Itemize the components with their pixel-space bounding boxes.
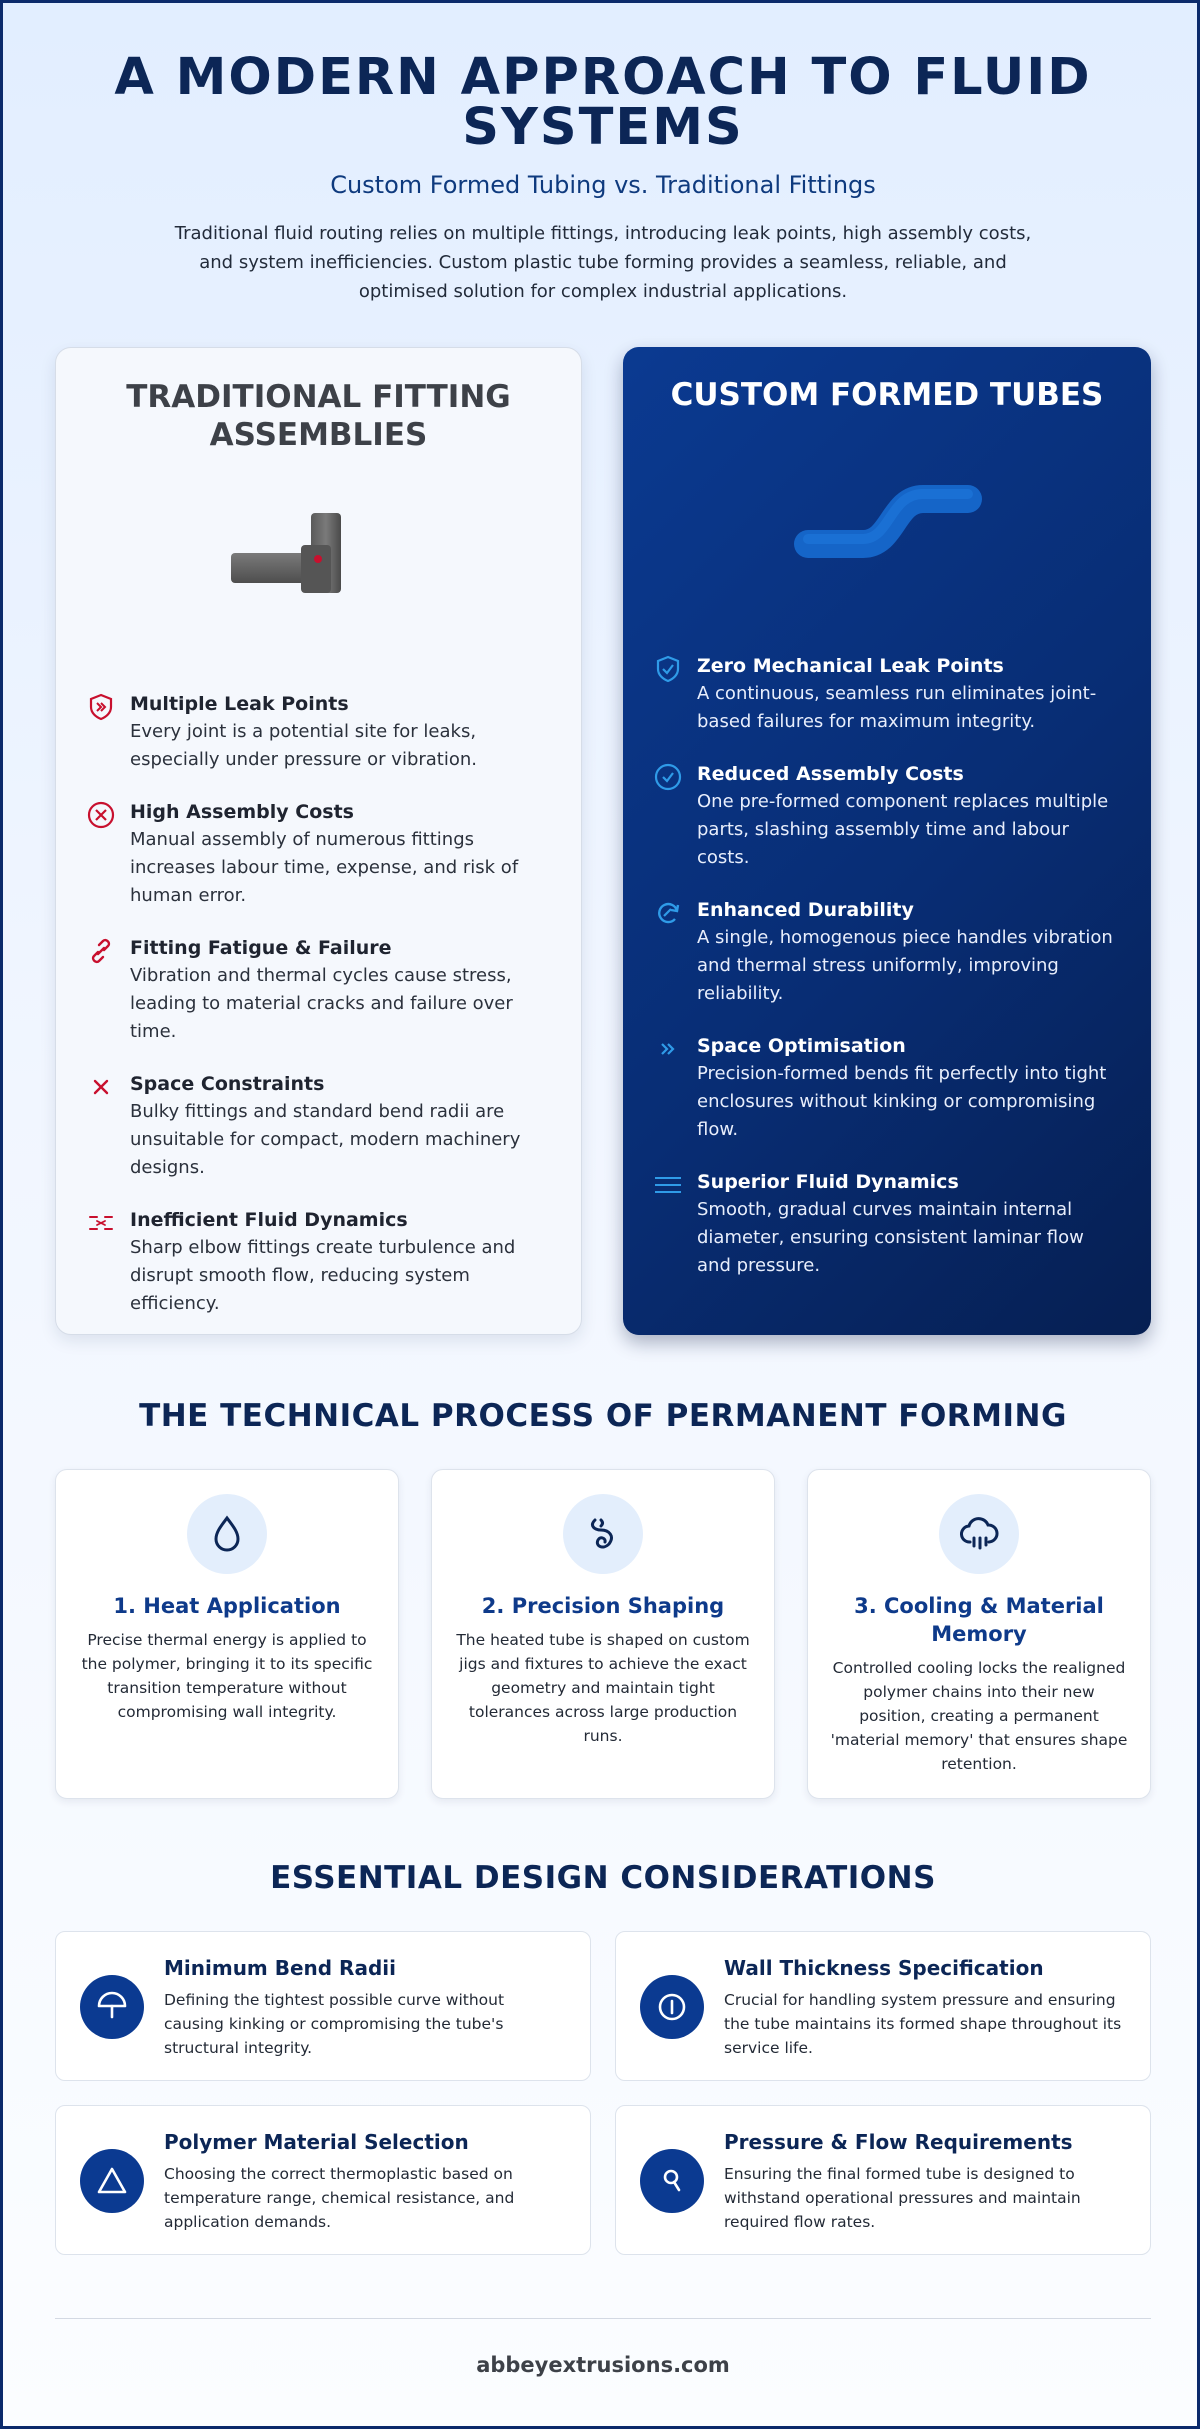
feature-title: Zero Mechanical Leak Points bbox=[697, 655, 1004, 677]
feature-desc: Manual assembly of numerous fittings increases labour time, expense, and risk of human error. bbox=[130, 829, 519, 906]
feature-title: Reduced Assembly Costs bbox=[697, 763, 964, 785]
feature-desc: Precision-formed bends fit perfectly into tight enclosures without kinking or compromising flow. bbox=[697, 1063, 1107, 1140]
feature-item bbox=[86, 690, 556, 774]
feature-title: Superior Fluid Dynamics bbox=[697, 1171, 959, 1193]
consideration-title: Wall Thickness Specification bbox=[724, 1956, 1044, 1980]
feature-title: Enhanced Durability bbox=[697, 899, 914, 921]
gauge-icon bbox=[640, 2149, 704, 2213]
feature-item bbox=[86, 798, 556, 910]
consideration-card bbox=[55, 2105, 591, 2255]
feature-title: High Assembly Costs bbox=[130, 801, 354, 823]
process-step-card bbox=[431, 1469, 775, 1799]
curve-icon bbox=[563, 1494, 643, 1574]
traditional-card bbox=[55, 347, 582, 1335]
refresh-icon bbox=[653, 896, 697, 1008]
info-circle-icon bbox=[640, 1975, 704, 2039]
droplet-icon bbox=[187, 1494, 267, 1574]
consideration-desc: Ensuring the final formed tube is designed to withstand operational pressures and maintain required flow rates. bbox=[724, 2165, 1081, 2231]
feature-desc: A continuous, seamless run eliminates joint-based failures for maximum integrity. bbox=[697, 683, 1097, 732]
feature-item bbox=[653, 652, 1123, 736]
flow-lines-icon bbox=[653, 1168, 697, 1280]
feature-desc: A single, homogenous piece handles vibration and thermal stress uniformly, improving reliability. bbox=[697, 927, 1113, 1004]
feature-desc: Vibration and thermal cycles cause stress, leading to material cracks and failure over time. bbox=[130, 965, 513, 1042]
feature-desc: Sharp elbow fittings create turbulence and disrupt smooth flow, reducing system efficiency. bbox=[130, 1237, 516, 1314]
umbrella-icon bbox=[80, 1975, 144, 2039]
feature-item bbox=[653, 760, 1123, 872]
footer-divider bbox=[55, 2318, 1151, 2319]
traditional-feature-list bbox=[86, 690, 556, 1342]
process-section-title: THE TECHNICAL PROCESS OF PERMANENT FORMING bbox=[139, 1398, 1067, 1434]
x-circle-icon bbox=[86, 798, 130, 910]
consideration-title: Pressure & Flow Requirements bbox=[724, 2130, 1073, 2154]
chevrons-right-icon bbox=[653, 1032, 697, 1144]
consideration-card bbox=[55, 1931, 591, 2081]
step-desc: Controlled cooling locks the realigned polymer chains into their new position, creating a permanent 'material memory' that ensures shape retention. bbox=[830, 1659, 1128, 1773]
feature-item bbox=[86, 1206, 556, 1318]
feature-item bbox=[653, 1032, 1123, 1144]
x-mark-icon bbox=[86, 1070, 130, 1182]
consideration-card bbox=[615, 2105, 1151, 2255]
step-desc: Precise thermal energy is applied to the polymer, bringing it to its specific transition temperature without compromising wall integrity. bbox=[81, 1631, 373, 1721]
step-title: 1. Heat Application bbox=[113, 1594, 341, 1618]
step-title: 3. Cooling & Material Memory bbox=[854, 1594, 1104, 1646]
consideration-desc: Crucial for handling system pressure and ensuring the tube maintains its formed shape throughout its service life. bbox=[724, 1991, 1122, 2057]
triangle-icon bbox=[80, 2149, 144, 2213]
footer-website: abbeyextrusions.com bbox=[476, 2353, 730, 2377]
feature-title: Space Optimisation bbox=[697, 1035, 906, 1057]
feature-desc: Bulky fittings and standard bend radii are unsuitable for compact, modern machinery designs. bbox=[130, 1101, 521, 1178]
consideration-desc: Defining the tightest possible curve without causing kinking or compromising the tube's structural integrity. bbox=[164, 1991, 505, 2057]
feature-item bbox=[653, 896, 1123, 1008]
process-step-card bbox=[807, 1469, 1151, 1799]
cloud-icon bbox=[939, 1494, 1019, 1574]
page-subtitle: Custom Formed Tubing vs. Traditional Fittings bbox=[330, 171, 876, 199]
consideration-title: Minimum Bend Radii bbox=[164, 1956, 396, 1980]
broken-link-icon bbox=[86, 934, 130, 1046]
considerations-section-title: ESSENTIAL DESIGN CONSIDERATIONS bbox=[270, 1860, 936, 1896]
process-step-card bbox=[55, 1469, 399, 1799]
feature-title: Multiple Leak Points bbox=[130, 693, 349, 715]
feature-item bbox=[86, 934, 556, 1046]
feature-desc: Smooth, gradual curves maintain internal diameter, ensuring consistent laminar flow and pressure. bbox=[697, 1199, 1084, 1276]
feature-item bbox=[86, 1070, 556, 1182]
feature-title: Space Constraints bbox=[130, 1073, 325, 1095]
shield-check-icon bbox=[653, 652, 697, 736]
page-title: A MODERN APPROACH TO FLUID SYSTEMS bbox=[114, 48, 1092, 157]
page-header bbox=[3, 48, 1200, 306]
turbulence-icon bbox=[86, 1206, 130, 1318]
custom-card-title: CUSTOM FORMED TUBES bbox=[670, 377, 1104, 413]
intro-paragraph: Traditional fluid routing relies on multiple fittings, introducing leak points, high assembly costs, and system inefficiencies. Custom plastic tube forming provides a seamless, reliable, and optimised solution for complex industrial applications. bbox=[174, 223, 1032, 302]
step-desc: The heated tube is shaped on custom jigs and fixtures to achieve the exact geometry and maintain tight tolerances across large production runs. bbox=[456, 1631, 750, 1745]
consideration-card bbox=[615, 1931, 1151, 2081]
consideration-desc: Choosing the correct thermoplastic based on temperature range, chemical resistance, and application demands. bbox=[164, 2165, 515, 2231]
step-title: 2. Precision Shaping bbox=[481, 1594, 725, 1618]
custom-feature-list bbox=[653, 652, 1123, 1304]
elbow-fitting-illustration bbox=[226, 513, 386, 613]
formed-tube-illustration bbox=[778, 459, 998, 569]
feature-item bbox=[653, 1168, 1123, 1280]
feature-title: Fitting Fatigue & Failure bbox=[130, 937, 392, 959]
feature-desc: One pre-formed component replaces multiple parts, slashing assembly time and labour costs. bbox=[697, 791, 1109, 868]
shield-alert-icon bbox=[86, 690, 130, 774]
feature-title: Inefficient Fluid Dynamics bbox=[130, 1209, 408, 1231]
traditional-card-title: TRADITIONAL FITTING ASSEMBLIES bbox=[126, 379, 511, 453]
check-circle-icon bbox=[653, 760, 697, 872]
feature-desc: Every joint is a potential site for leaks, especially under pressure or vibration. bbox=[130, 721, 478, 770]
consideration-title: Polymer Material Selection bbox=[164, 2130, 469, 2154]
custom-card bbox=[623, 347, 1151, 1335]
